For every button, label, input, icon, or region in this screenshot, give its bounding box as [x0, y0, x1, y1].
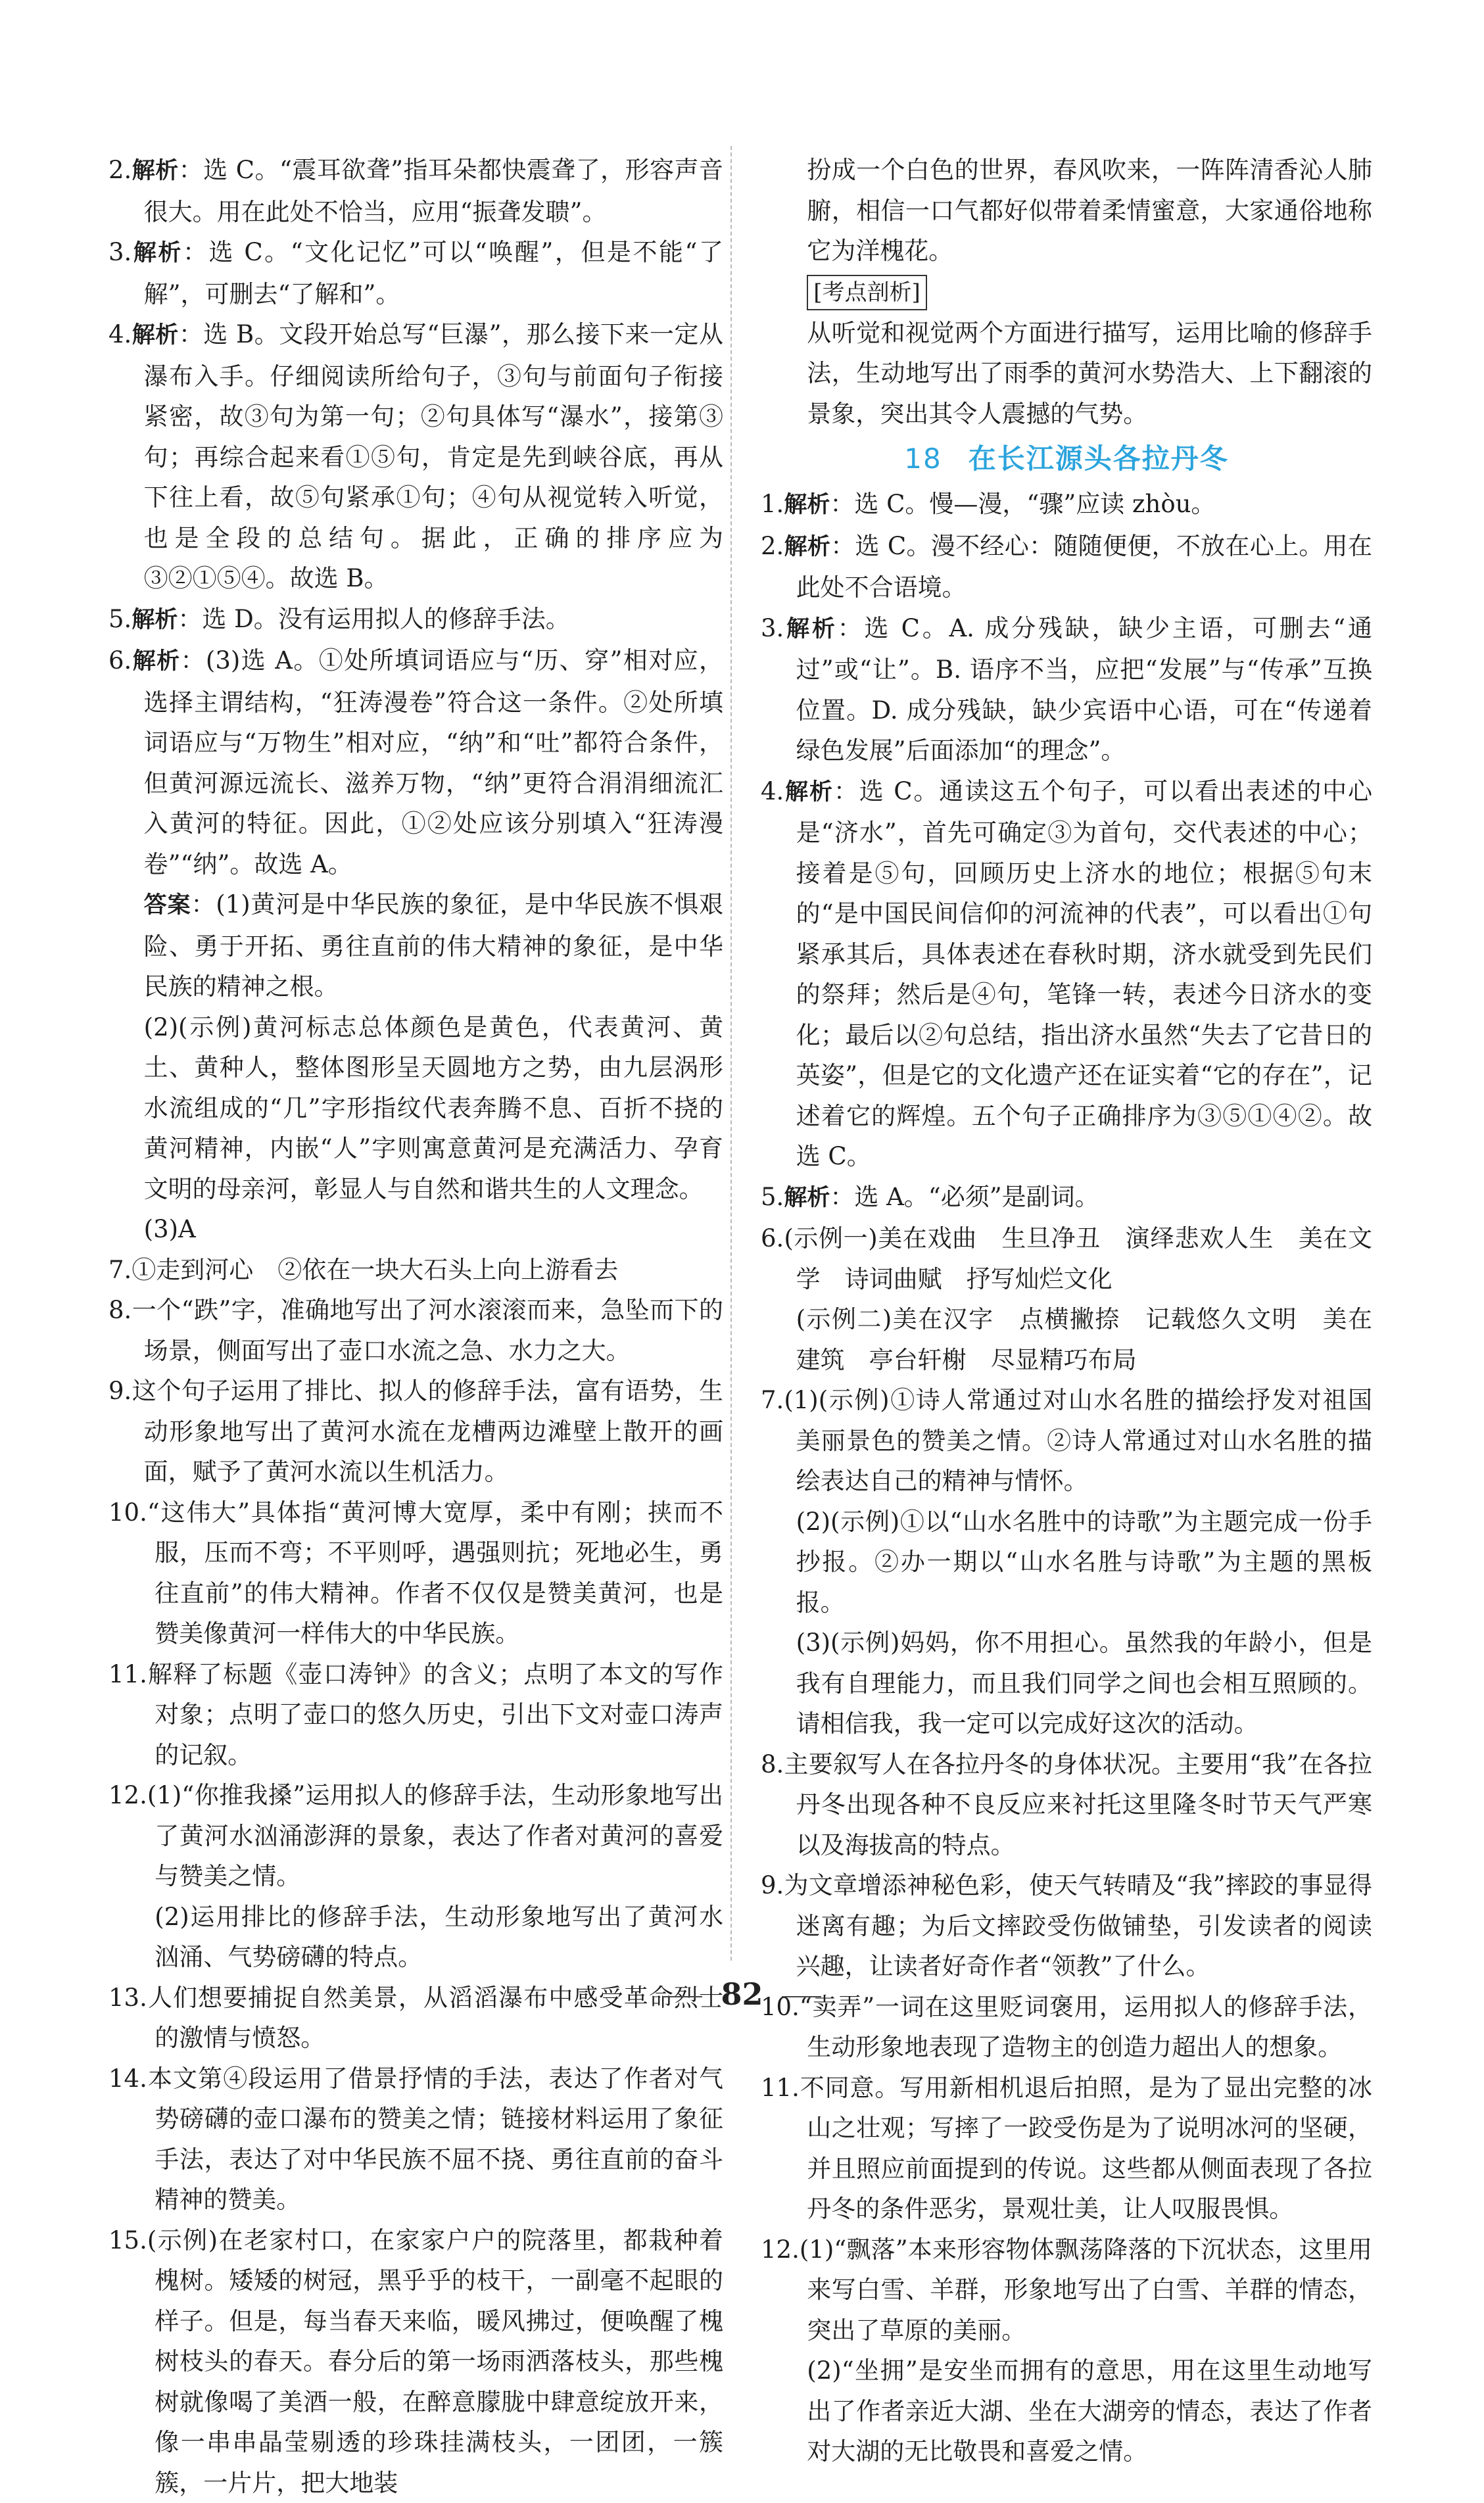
- lesson18-item-12-part2: (2)“坐拥”是安坐而拥有的意思，用在这里生动地写出了作者亲近大湖、坐在大湖旁的情态，表达了作者对大湖的无比敬畏和喜爱之情。: [761, 2350, 1372, 2472]
- left-column: [108, 150, 723, 2503]
- answer-item-5: 5.解析：选 D。没有运用拟人的修辞手法。: [108, 599, 723, 641]
- answer-item-8: 8.一个“跌”字，准确地写出了河水滚滚而来，急坠而下的场景，侧面写出了壶口水流之急、水力之大。: [108, 1290, 723, 1371]
- lesson18-item-5: 5.解析：选 A。“必须”是副词。: [761, 1177, 1372, 1219]
- answer-item-14: 14.本文第④段运用了借景抒情的手法，表达了作者对气势磅礴的壶口瀑布的赞美之情；链接材料运用了象征手法，表达了对中华民族不屈不挠、勇往直前的奋斗精神的赞美。: [108, 2059, 723, 2220]
- answer-item-6-part3: (3)A: [108, 1209, 723, 1250]
- lesson18-item-7: 7.(1)(示例)①诗人常通过对山水名胜的描绘抒发对祖国美丽景色的赞美之情。②诗人常通过对山水名胜的描绘表达自己的精神与情怀。: [761, 1380, 1372, 1502]
- answer-item-9: 9.这个句子运用了排比、拟人的修辞手法，富有语势，生动形象地写出了黄河水流在龙槽两边滩壁上散开的画面，赋予了黄河水流以生机活力。: [108, 1371, 723, 1492]
- lesson18-item-9: 9.为文章增添神秘色彩，使天气转晴及“我”摔跤的事显得迷离有趣；为后文摔跤受伤做铺垫，引发读者的阅读兴趣，让读者好奇作者“领教”了什么。: [761, 1865, 1372, 1987]
- answer-item-15: 15.(示例)在老家村口，在家家户户的院落里，都栽种着槐树。矮矮的树冠，黑乎乎的枝干，一副毫不起眼的样子。但是，每当春天来临，暖风拂过，便唤醒了槐树枝头的春天。春分后的第一场雨洒落枝头，那些槐树就像喝了美酒一般，在醉意朦胧中肆意绽放开来，像一串串晶莹剔透的珍珠挂满枝头，一团团，一簇簇，一片片，把大地装: [108, 2220, 723, 2503]
- analysis-tag-row: [761, 272, 1372, 313]
- lesson18-item-3: 3.解析：选 C。A. 成分残缺，缺少主语，可删去“通过”或“让”。B. 语序不当，应把“发展”与“传承”互换位置。D. 成分残缺，缺少宾语中心语，可在“传递着绿色发展”后面添加“的理念”。: [761, 608, 1372, 771]
- answer-item-6-part2: (2)(示例)黄河标志总体颜色是黄色，代表黄河、黄土、黄种人，整体图形呈天圆地方之势，由九层涡形水流组成的“几”字形指纹代表奔腾不息、百折不挠的黄河精神，内嵌“人”字则寓意黄河是充满活力、孕育文明的母亲河，彰显人与自然和谐共生的人文理念。: [108, 1007, 723, 1210]
- answer-item-12-part2: (2)运用排比的修辞手法，生动形象地写出了黄河水汹涌、气势磅礴的特点。: [108, 1897, 723, 1978]
- lesson-name: 在长江源头各拉丹冬: [969, 442, 1229, 475]
- answer-item-10: 10.“这伟大”具体指“黄河博大宽厚，柔中有刚；挟而不服，压而不弯；不平则呼，遇强则抗；死地必生，勇往直前”的伟大精神。作者不仅仅是赞美黄河，也是赞美像黄河一样伟大的中华民族。: [108, 1492, 723, 1654]
- lesson-number: 18: [904, 442, 942, 475]
- column-divider: [730, 146, 732, 1961]
- answer-item-3: 3.解析：选 C。“文化记忆”可以“唤醒”，但是不能“了解”，可删去“了解和”。: [108, 232, 723, 314]
- lesson18-item-11: 11.不同意。写用新相机退后拍照，是为了显出完整的冰山之壮观；写摔了一跤受伤是为了说明冰河的坚硬，并且照应前面提到的传说。这些都从侧面表现了各拉丹冬的条件恶劣，景观壮美，让人叹服畏惧。: [761, 2068, 1372, 2229]
- answer-item-15-continued: 扮成一个白色的世界，春风吹来，一阵阵清香沁人肺腑，相信一口气都好似带着柔情蜜意，大家通俗地称它为洋槐花。: [761, 150, 1372, 272]
- right-column: [761, 150, 1372, 2472]
- lesson18-item-6: 6.(示例一)美在戏曲 生旦净丑 演绎悲欢人生 美在文学 诗词曲赋 抒写灿烂文化: [761, 1218, 1372, 1299]
- page-number: [0, 1976, 1484, 2012]
- page-number-dash-left: [663, 1996, 702, 1997]
- answer-item-11: 11.解释了标题《壶口涛钟》的含义；点明了本文的写作对象；点明了壶口的悠久历史，引出下文对壶口涛声的记叙。: [108, 1654, 723, 1776]
- lesson18-item-7-part2: (2)(示例)①以“山水名胜中的诗歌”为主题完成一份手抄报。②办一期以“山水名胜与诗歌”为主题的黑板报。: [761, 1502, 1372, 1623]
- lesson18-item-4: 4.解析：选 C。通读这五个句子，可以看出表述的中心是“济水”，首先可确定③为首句，交代表述的中心；接着是⑤句，回顾历史上济水的地位；根据⑤句末的“是中国民间信仰的河流神的代表”，可以看出①句紧承其后，具体表述在春秋时期，济水就受到先民们的祭拜；然后是④句，笔锋一转，表述今日济水的变化；最后以②句总结，指出济水虽然“失去了它昔日的英姿”，但是它的文化遗产还在证实着“它的存在”，记述着它的辉煌。五个句子正确排序为③⑤①④②。故选 C。: [761, 771, 1372, 1177]
- lesson18-item-8: 8.主要叙写人在各拉丹冬的身体状况。主要用“我”在各拉丹冬出现各种不良反应来衬托这里隆冬时节天气严寒以及海拔高的特点。: [761, 1744, 1372, 1866]
- lesson18-item-7-part3: (3)(示例)妈妈，你不用担心。虽然我的年龄小，但是我有自理能力，而且我们同学之间也会相互照顾的。请相信我，我一定可以完成好这次的活动。: [761, 1623, 1372, 1744]
- lesson18-item-1: 1.解析：选 C。慢—漫，“骤”应读 zhòu。: [761, 484, 1372, 526]
- analysis-text: 从听觉和视觉两个方面进行描写，运用比喻的修辞手法，生动地写出了雨季的黄河水势浩大、上下翻滚的景象，突出其令人震撼的气势。: [761, 313, 1372, 435]
- lesson18-item-10: 10.“卖弄”一词在这里贬词褒用，运用拟人的修辞手法，生动形象地表现了造物主的创造力超出人的想象。: [761, 1987, 1372, 2068]
- answer-item-7: 7.①走到河心 ②依在一块大石头上向上游看去: [108, 1250, 723, 1291]
- answer-item-6-answer: 答案：(1)黄河是中华民族的象征，是中华民族不惧艰险、勇于开拓、勇往直前的伟大精神的象征，是中华民族的精神之根。: [108, 884, 723, 1007]
- answer-item-6: 6.解析：(3)选 A。①处所填词语应与“历、穿”相对应，选择主谓结构，“狂涛漫卷”符合这一条件。②处所填词语应与“万物生”相对应，“纳”和“吐”都符合条件，但黄河源远流长、滋养万物，“纳”更符合涓涓细流汇入黄河的特征。因此，①②处应该分别填入“狂涛漫卷”“纳”。故选 A。: [108, 640, 723, 884]
- lesson18-item-12: 12.(1)“飘落”本来形容物体飘荡降落的下沉状态，这里用来写白雪、羊群，形象地写出了白雪、羊群的情态，突出了草原的美丽。: [761, 2229, 1372, 2351]
- analysis-tag: [考点剖析]: [807, 275, 927, 310]
- lesson-title: [761, 438, 1372, 480]
- answer-item-13: 13.人们想要捕捉自然美景，从滔滔瀑布中感受革命烈士的激情与愤怒。: [108, 1978, 723, 2059]
- page-number-dash-right: [782, 1996, 821, 1997]
- lesson18-item-6-example2: (示例二)美在汉字 点横撇捺 记载悠久文明 美在建筑 亭台轩榭 尽显精巧布局: [761, 1299, 1372, 1380]
- answer-item-12: 12.(1)“你推我搡”运用拟人的修辞手法，生动形象地写出了黄河水汹涌澎湃的景象，表达了作者对黄河的喜爱与赞美之情。: [108, 1775, 723, 1897]
- page-number-text: 82: [721, 1976, 763, 2012]
- answer-item-4: 4.解析：选 B。文段开始总写“巨瀑”，那么接下来一定从瀑布入手。仔细阅读所给句子，③句与前面句子衔接紧密，故③句为第一句；②句具体写“瀑水”，接第③句；再综合起来看①⑤句，肯定是先到峡谷底，再从下往上看，故⑤句紧承①句；④句从视觉转入听觉，也是全段的总结句。据此，正确的排序应为③②①⑤④。故选 B。: [108, 314, 723, 599]
- answer-item-2: 2.解析：选 C。“震耳欲聋”指耳朵都快震聋了，形容声音很大。用在此处不恰当，应用“振聋发聩”。: [108, 150, 723, 232]
- lesson18-item-2: 2.解析：选 C。漫不经心：随随便便，不放在心上。用在此处不合语境。: [761, 526, 1372, 608]
